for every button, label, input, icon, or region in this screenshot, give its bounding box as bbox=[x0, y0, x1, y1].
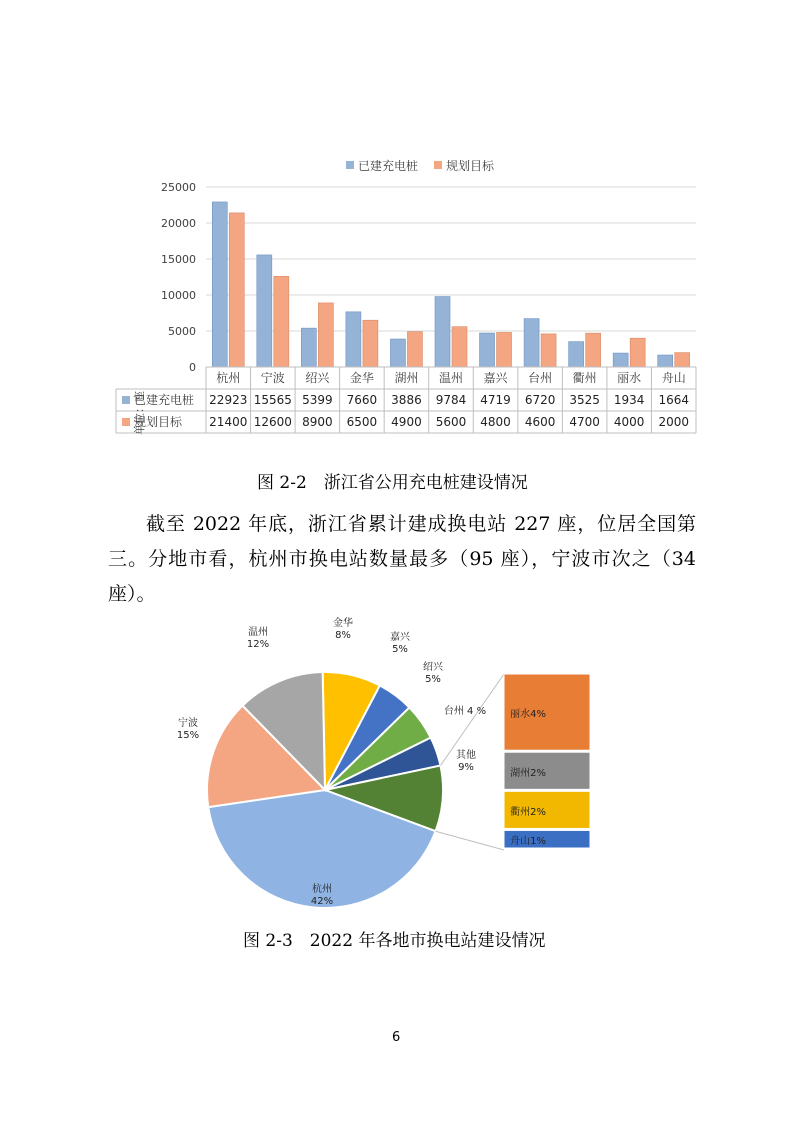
table-value: 7660 bbox=[346, 393, 378, 407]
x-tick-label: 杭州 bbox=[216, 371, 241, 385]
table-value: 21400 bbox=[209, 415, 248, 429]
table-value: 4719 bbox=[480, 393, 511, 407]
chart-data-table bbox=[116, 367, 696, 433]
table-value: 9784 bbox=[435, 393, 467, 407]
x-tick-label: 宁波 bbox=[260, 371, 285, 385]
breakdown-label: 衢州2% bbox=[510, 806, 546, 818]
pie-label: 其他 9% bbox=[456, 750, 476, 773]
swap-station-pie-chart bbox=[0, 610, 793, 920]
pie-label: 金华 8% bbox=[333, 618, 353, 641]
bar bbox=[301, 328, 316, 367]
bar bbox=[274, 276, 289, 367]
pie-label: 杭州 42% bbox=[310, 884, 334, 907]
bar bbox=[346, 312, 361, 367]
x-tick-label: 嘉兴 bbox=[483, 371, 508, 385]
table-value: 4000 bbox=[613, 415, 645, 429]
x-tick-label: 舟山 bbox=[661, 371, 686, 385]
chart-legend bbox=[346, 158, 495, 173]
y-tick-label: 10000 bbox=[161, 289, 196, 302]
bar bbox=[257, 255, 272, 367]
table-series-label: 规划目标 bbox=[134, 415, 183, 429]
table-value: 3525 bbox=[569, 393, 600, 407]
legend-label: 已建充电桩 bbox=[358, 159, 419, 173]
table-value: 8900 bbox=[302, 415, 333, 429]
table-value: 12600 bbox=[253, 415, 292, 429]
x-tick-label: 绍兴 bbox=[305, 371, 330, 385]
y-tick-label: 5000 bbox=[168, 325, 196, 338]
x-tick-label: 衢州 bbox=[572, 371, 597, 385]
bar bbox=[212, 202, 227, 367]
bar bbox=[675, 353, 690, 367]
bar bbox=[407, 332, 422, 367]
breakdown-label: 丽水4% bbox=[510, 709, 546, 721]
y-tick-label: 20000 bbox=[161, 217, 196, 230]
table-value: 15565 bbox=[253, 393, 292, 407]
legend-swatch bbox=[434, 161, 442, 169]
x-tick-label: 金华 bbox=[349, 371, 374, 385]
bar bbox=[318, 303, 333, 367]
table-value: 6720 bbox=[524, 393, 556, 407]
x-tick-label: 湖州 bbox=[394, 371, 419, 385]
bar bbox=[569, 342, 584, 367]
x-tick-label: 台州 bbox=[528, 371, 553, 385]
unit-label: 单位：座 bbox=[133, 391, 146, 435]
bar bbox=[613, 353, 628, 367]
table-value: 4800 bbox=[480, 415, 511, 429]
table-value: 4900 bbox=[391, 415, 422, 429]
legend-label: 规划目标 bbox=[446, 159, 495, 173]
pie-label: 温州 12% bbox=[246, 627, 270, 650]
table-series-label: 已建充电桩 bbox=[134, 393, 195, 407]
table-value: 1934 bbox=[613, 393, 645, 407]
bar bbox=[229, 213, 244, 367]
table-value: 6500 bbox=[346, 415, 378, 429]
legend-swatch bbox=[346, 161, 354, 169]
breakdown-label: 舟山1% bbox=[510, 836, 546, 848]
table-series-swatch bbox=[122, 418, 130, 426]
y-axis-ticks bbox=[161, 181, 196, 374]
bar bbox=[541, 334, 556, 367]
body-paragraph: 截至 2022 年底，浙江省累计建成换电站 227 座，位居全国第三。分地市看，杭州市换电站数量最多（95 座），宁波市次之（34 座）。 bbox=[108, 513, 696, 605]
breakdown-bar bbox=[504, 674, 590, 848]
connector-line bbox=[436, 831, 504, 850]
y-tick-label: 25000 bbox=[161, 181, 196, 194]
bar bbox=[480, 333, 495, 367]
chart-bars bbox=[212, 202, 689, 367]
table-value: 4600 bbox=[524, 415, 556, 429]
table-value: 4700 bbox=[569, 415, 600, 429]
breakdown-label: 湖州2% bbox=[510, 767, 546, 779]
bar bbox=[390, 339, 405, 367]
bar bbox=[630, 338, 645, 367]
pie-label: 台州 4 % bbox=[443, 706, 487, 717]
bar bbox=[586, 333, 601, 367]
x-tick-label: 温州 bbox=[438, 371, 464, 385]
bar bbox=[452, 327, 467, 367]
table-value: 1664 bbox=[658, 393, 690, 407]
figure-caption-2-2: 图 2-2 浙江省公用充电桩建设情况 bbox=[257, 473, 528, 493]
y-tick-label: 0 bbox=[189, 361, 196, 374]
table-value: 2000 bbox=[658, 415, 690, 429]
bar bbox=[363, 320, 378, 367]
pie-slices bbox=[207, 672, 443, 908]
charging-pile-bar-chart bbox=[0, 140, 793, 440]
pie-label: 宁波 15% bbox=[176, 718, 200, 741]
bar bbox=[497, 332, 512, 367]
pie-label: 嘉兴 5% bbox=[390, 632, 410, 655]
bar bbox=[435, 297, 450, 367]
table-value: 5399 bbox=[302, 393, 333, 407]
table-value: 3886 bbox=[391, 393, 422, 407]
bar bbox=[658, 355, 673, 367]
figure-caption-2-3: 图 2-3 2022 年各地市换电站建设情况 bbox=[243, 931, 546, 951]
page-number: 6 bbox=[392, 1030, 401, 1045]
pie-label: 绍兴 5% bbox=[423, 662, 443, 685]
table-series-swatch bbox=[122, 396, 130, 404]
y-tick-label: 15000 bbox=[161, 253, 196, 266]
x-tick-label: 丽水 bbox=[617, 371, 642, 385]
table-value: 22923 bbox=[209, 393, 248, 407]
table-value: 5600 bbox=[435, 415, 467, 429]
bar bbox=[524, 319, 539, 367]
